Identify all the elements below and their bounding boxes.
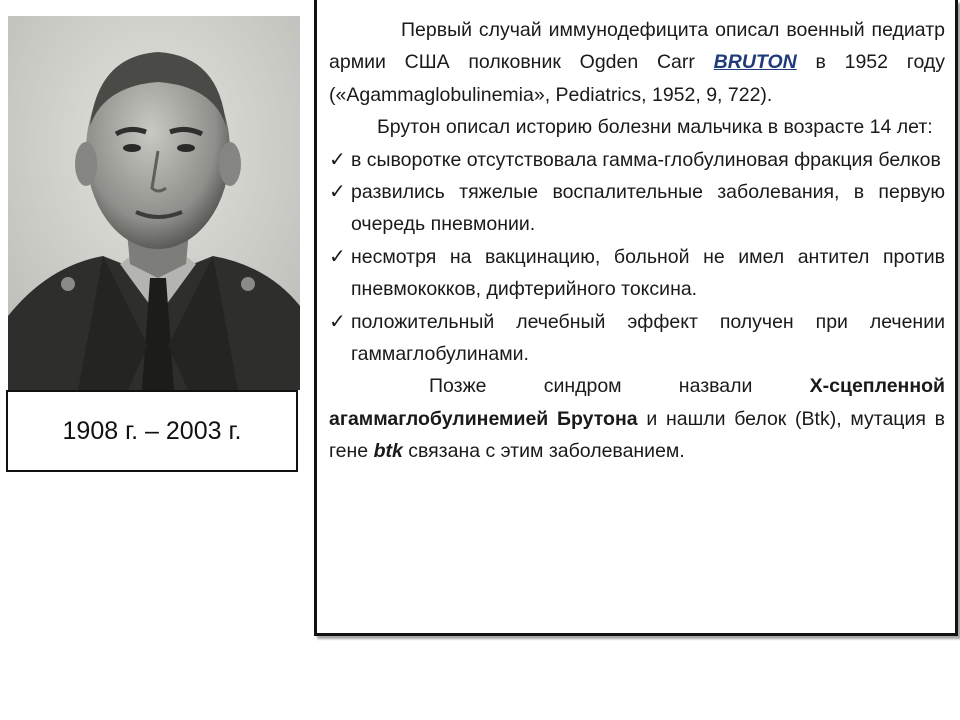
paragraph-syndrome [329,370,945,467]
checkmark-icon: ✓ [329,148,346,171]
list-item-text: положительный лечебный эффект получен при лечении гаммаглобулинами. [351,310,945,366]
gene-name: btk [373,440,403,463]
list-item [329,144,945,176]
life-years-text: 1908 г. – 2003 г. [62,416,242,445]
paragraph-syndrome-text-c: связана с этим заболеванием. [402,440,685,463]
paragraph-syndrome-text-b: и нашли белок (Btk), мутация в гене [329,407,945,463]
list-item [329,306,945,371]
list-item [329,241,945,306]
list-item [329,176,945,241]
symptoms-list [329,144,945,371]
checkmark-icon: ✓ [329,310,346,333]
paragraph-case-history: Брутон описал историю болезни мальчика в возрасте 14 лет: [377,116,933,139]
paragraph-first-case-text-b: в 1952 году («Agammaglobulinemia», Pediatrics, 1952, 9, 722). [329,51,945,106]
text-panel [314,0,958,636]
checkmark-icon: ✓ [329,181,346,204]
life-years-caption [6,390,298,472]
syndrome-name: Х-сцепленной агаммаглобулинемией Брутона [329,375,945,430]
paragraph-first-case [329,14,945,111]
list-item-text: несмотря на вакцинацию, больной не имел антител против пневмококков, дифтерийного токсина. [351,245,945,301]
paragraph-syndrome-text-a: Позже синдром назвали [429,375,810,398]
list-item-text: развились тяжелые воспалительные заболевания, в первую очередь пневмонии. [351,181,945,236]
paragraph-first-case-text-a: Первый случай иммунодефицита описал военный педиатр армии США полковник Ogden Carr [329,19,945,74]
checkmark-icon: ✓ [329,245,346,268]
bruton-name: BRUTON [713,51,797,74]
portrait-photo [8,16,300,390]
list-item-text: в сыворотке отсутствовала гамма-глобулиновая фракция белков [351,148,941,171]
